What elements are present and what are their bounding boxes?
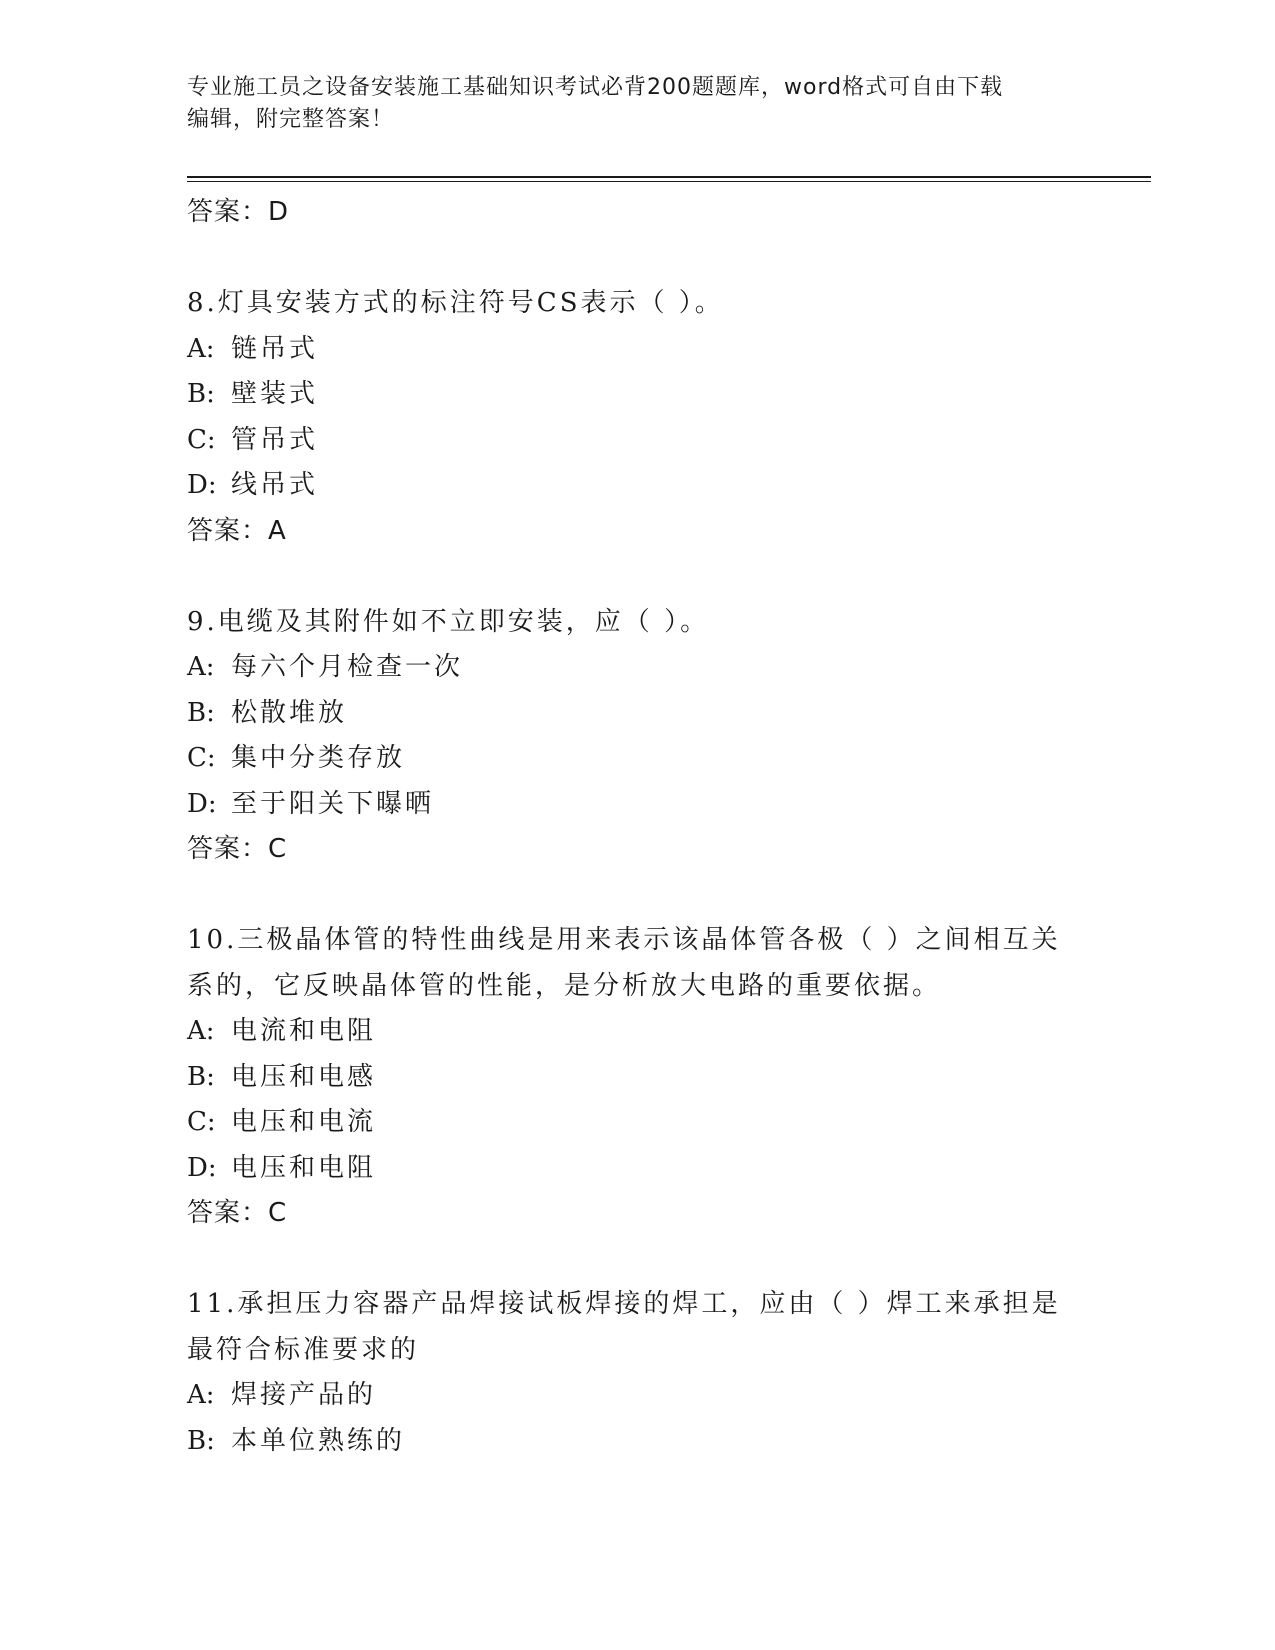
option-b xyxy=(187,1055,1067,1101)
option-letter: A: xyxy=(187,1016,215,1046)
question-text: 8.灯具安装方式的标注符号CS表示（ ）。 xyxy=(187,288,724,318)
question-text-line-2: 系的，它反映晶体管的性能，是分析放大电路的重要依据。 xyxy=(187,970,942,1001)
option-text: 集中分类存放 xyxy=(231,743,406,773)
option-letter: B: xyxy=(187,379,215,409)
option-letter: C: xyxy=(187,424,216,455)
option-text: 电压和电感 xyxy=(231,1061,377,1092)
option-letter: B: xyxy=(187,1061,215,1092)
option-letter: D: xyxy=(187,1152,217,1183)
question-text: 9.电缆及其附件如不立即安装，应（ ）。 xyxy=(187,606,710,637)
option-letter: C: xyxy=(187,1107,216,1137)
option-text: 焊接产品的 xyxy=(231,1380,377,1410)
option-d xyxy=(187,782,1067,828)
header-line-1: 专业施工员之设备安装施工基础知识考试必背200题题库，word格式可自由下载 xyxy=(187,75,1004,100)
option-c xyxy=(187,418,1067,464)
option-text: 线吊式 xyxy=(231,470,319,500)
option-text: 松散堆放 xyxy=(231,697,348,728)
spacer xyxy=(187,873,1067,919)
option-b xyxy=(187,691,1067,737)
option-a xyxy=(187,327,1067,373)
option-text: 管吊式 xyxy=(231,424,319,455)
option-text: 电流和电阻 xyxy=(231,1016,377,1046)
option-a xyxy=(187,1373,1067,1419)
header-line-2: 编辑，附完整答案！ xyxy=(187,107,395,132)
option-text: 电压和电流 xyxy=(231,1107,377,1137)
option-text: 每六个月检查一次 xyxy=(231,652,464,682)
option-letter: A: xyxy=(187,333,215,364)
option-text: 至于阳关下曝晒 xyxy=(231,788,435,819)
option-letter: D: xyxy=(187,788,217,819)
spacer xyxy=(187,236,1067,282)
header-divider-thin xyxy=(187,181,1151,182)
option-b xyxy=(187,372,1067,418)
question-text-line-1: 11.承担压力容器产品焊接试板焊接的焊工，应由（ ）焊工来承担是 xyxy=(187,1289,1061,1319)
option-d xyxy=(187,1146,1067,1192)
header-divider-thick xyxy=(187,176,1151,178)
answer: 答案：C xyxy=(187,1198,288,1228)
option-letter: C: xyxy=(187,743,216,773)
question-text-line-2: 最符合标准要求的 xyxy=(187,1334,420,1365)
option-text: 链吊式 xyxy=(231,333,319,364)
option-c xyxy=(187,736,1067,782)
option-text: 壁装式 xyxy=(231,379,319,409)
option-text: 电压和电阻 xyxy=(231,1152,377,1183)
option-a xyxy=(187,645,1067,691)
option-b xyxy=(187,1419,1067,1465)
question-list xyxy=(187,190,1067,1464)
question-9 xyxy=(187,600,1067,873)
document-header xyxy=(187,72,1087,136)
option-text: 本单位熟练的 xyxy=(231,1425,406,1456)
option-d xyxy=(187,463,1067,509)
answer: 答案：A xyxy=(187,515,287,546)
option-letter: B: xyxy=(187,1425,215,1456)
option-letter: A: xyxy=(187,652,215,682)
answer: 答案：C xyxy=(187,834,288,864)
question-11 xyxy=(187,1282,1067,1464)
question-8 xyxy=(187,281,1067,554)
option-a xyxy=(187,1009,1067,1055)
question-10 xyxy=(187,918,1067,1237)
spacer xyxy=(187,1237,1067,1283)
spacer xyxy=(187,554,1067,600)
option-letter: B: xyxy=(187,697,215,728)
question-text-line-1: 10.三极晶体管的特性曲线是用来表示该晶体管各极（ ）之间相互关 xyxy=(187,925,1061,955)
previous-answer: 答案：D xyxy=(187,197,290,227)
option-letter: A: xyxy=(187,1380,215,1410)
option-c xyxy=(187,1100,1067,1146)
option-letter: D: xyxy=(187,470,217,500)
